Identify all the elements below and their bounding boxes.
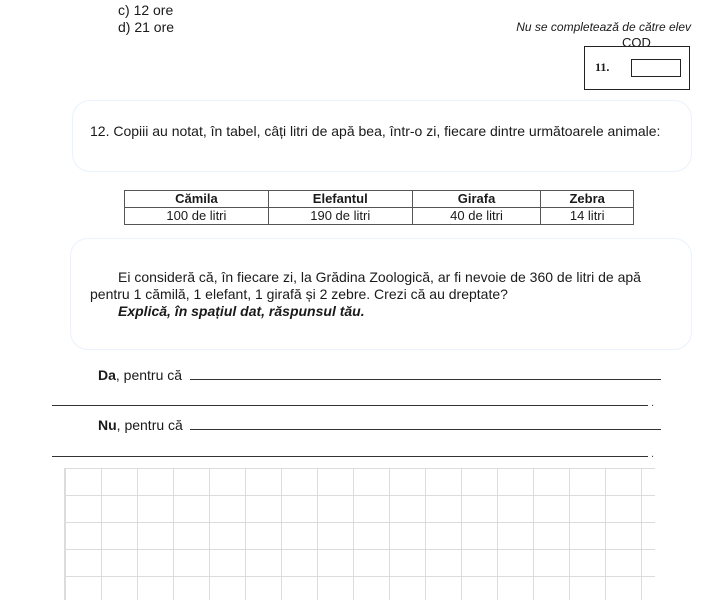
grading-box <box>584 46 690 90</box>
table-cell: 190 de litri <box>268 208 412 225</box>
option-d <box>118 19 174 35</box>
statement-line-1: Ei consideră că, în fiecare zi, la Grădina Zoologică, ar fi nevoie de 360 de litri de apă <box>118 269 641 285</box>
item-number: 11. <box>595 60 610 74</box>
cod-label: COD <box>622 35 651 50</box>
grading-note: Nu se completează de către elev <box>516 20 691 34</box>
yes-answer-line-2[interactable] <box>52 405 648 406</box>
yes-answer-line-1[interactable] <box>190 379 661 380</box>
no-answer-line-1[interactable] <box>190 429 661 430</box>
end-mark: . <box>651 397 655 409</box>
end-mark: . <box>651 448 655 460</box>
option-text: 21 ore <box>134 19 175 35</box>
table-cell: 40 de litri <box>412 208 541 225</box>
water-table <box>124 190 634 225</box>
table-header: Girafa <box>412 191 541 208</box>
option-c <box>118 2 173 18</box>
score-cell[interactable] <box>631 59 681 77</box>
question-12 <box>90 123 660 139</box>
option-letter: c) <box>118 2 130 18</box>
option-text: 12 ore <box>133 2 174 18</box>
table-header: Zebra <box>541 191 634 208</box>
no-word: Nu <box>98 417 117 433</box>
table-header: Cămila <box>125 191 269 208</box>
no-answer-line-2[interactable] <box>52 456 648 457</box>
table-cell: 14 litri <box>541 208 634 225</box>
yes-word: Da <box>98 367 116 383</box>
instruction: Explică, în spațiul dat, răspunsul tău. <box>118 303 365 319</box>
no-rest: , pentru că <box>116 417 183 433</box>
table-header: Elefantul <box>268 191 412 208</box>
table-row <box>125 208 634 225</box>
question-text: Copiii au notat, în tabel, câți litri de apă bea, într-o zi, fiecare dintre următoarele animale: <box>113 123 661 139</box>
question-number: 12. <box>90 123 110 139</box>
no-label <box>98 417 183 433</box>
yes-rest: , pentru că <box>115 367 183 383</box>
working-grid[interactable] <box>64 468 655 600</box>
yes-label <box>98 367 182 383</box>
statement-line-2: pentru 1 cămilă, 1 elefant, 1 girafă și 2 zebre. Crezi că au dreptate? <box>90 286 508 302</box>
option-letter: d) <box>118 19 131 35</box>
table-header-row <box>125 191 634 208</box>
table-cell: 100 de litri <box>125 208 269 225</box>
